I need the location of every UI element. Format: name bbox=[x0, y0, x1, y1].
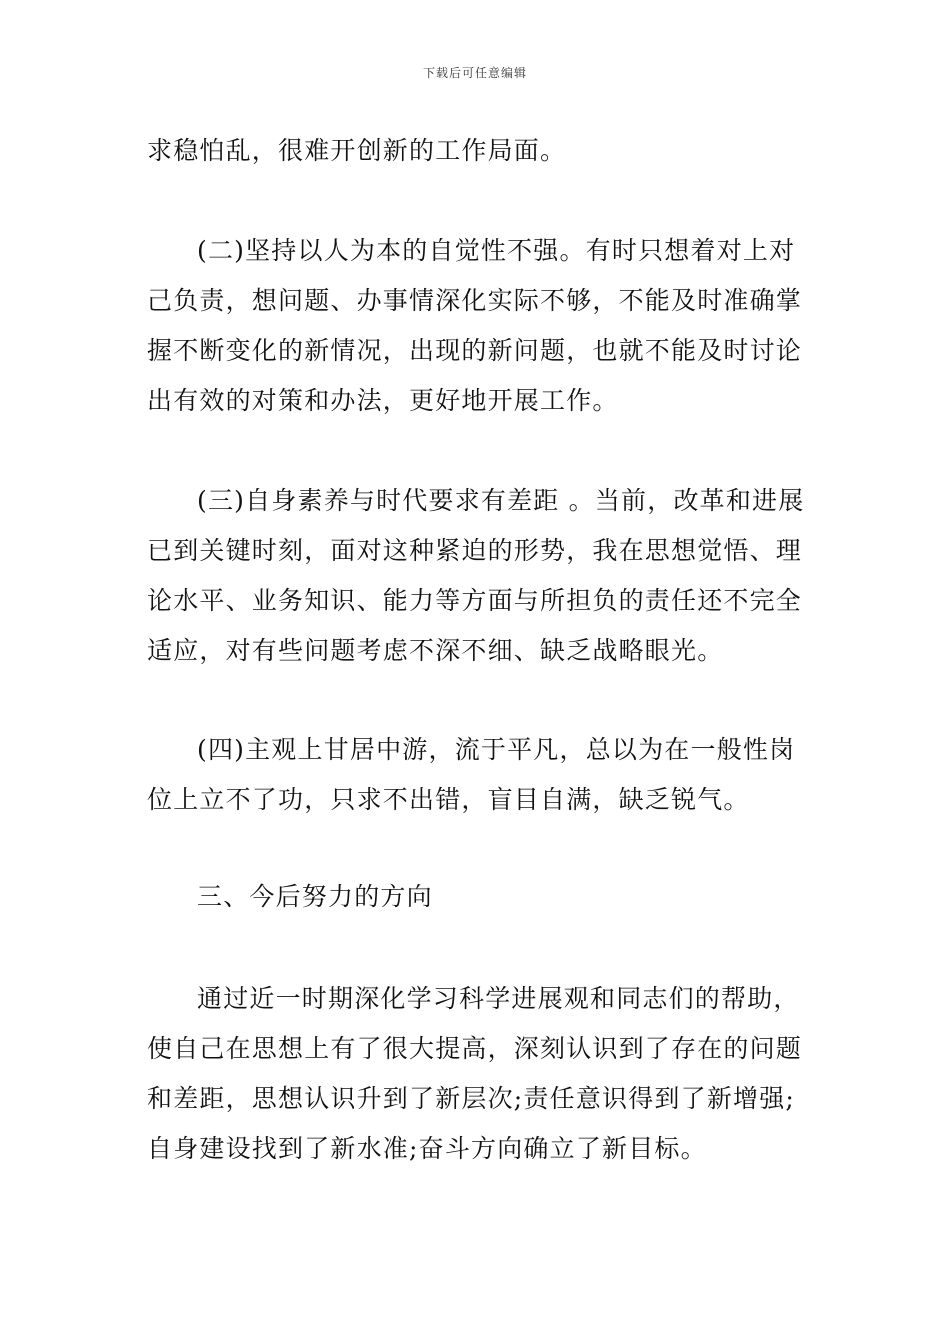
heading-text: 三、今后努力的方向 bbox=[197, 882, 433, 911]
section-heading bbox=[147, 872, 807, 922]
paragraph-continuation bbox=[147, 126, 807, 176]
paragraph-text: (四)主观上甘居中游，流于平凡，总以为在一般性岗位上立不了功，只求不出错，盲目自满，缺乏锐气。 bbox=[147, 735, 796, 814]
paragraph-item-4 bbox=[147, 725, 807, 825]
paragraph-text: 通过近一时期深化学习科学进展观和同志们的帮助，使自己在思想上有了很大提高，深刻认识到了存在的问题和差距，思想认识升到了新层次;责任意识得到了新增强;自身建设找到了新水准;奋斗方向确立了新目标。 bbox=[147, 984, 803, 1163]
paragraph-item-3 bbox=[147, 476, 807, 676]
paragraph-text: 求稳怕乱，很难开创新的工作局面。 bbox=[147, 136, 567, 165]
paragraph-text: (二)坚持以人为本的自觉性不强。有时只想着对上对己负责，想问题、办事情深化实际不够，不能及时准确掌握不断变化的新情况，出现的新问题，也就不能及时讨论出有效的对策和办法，更好地开展工作。 bbox=[147, 236, 803, 415]
paragraph-item-5 bbox=[147, 974, 807, 1174]
paragraph-item-2 bbox=[147, 226, 807, 426]
page-header-note: 下载后可任意编辑 bbox=[422, 66, 527, 80]
paragraph-text: (三)自身素养与时代要求有差距 。当前，改革和进展已到关键时刻，面对这种紧迫的形势，我在思想觉悟、理论水平、业务知识、能力等方面与所担负的责任还不完全适应，对有些问题考虑不深不细、缺乏战略眼光。 bbox=[147, 486, 805, 665]
